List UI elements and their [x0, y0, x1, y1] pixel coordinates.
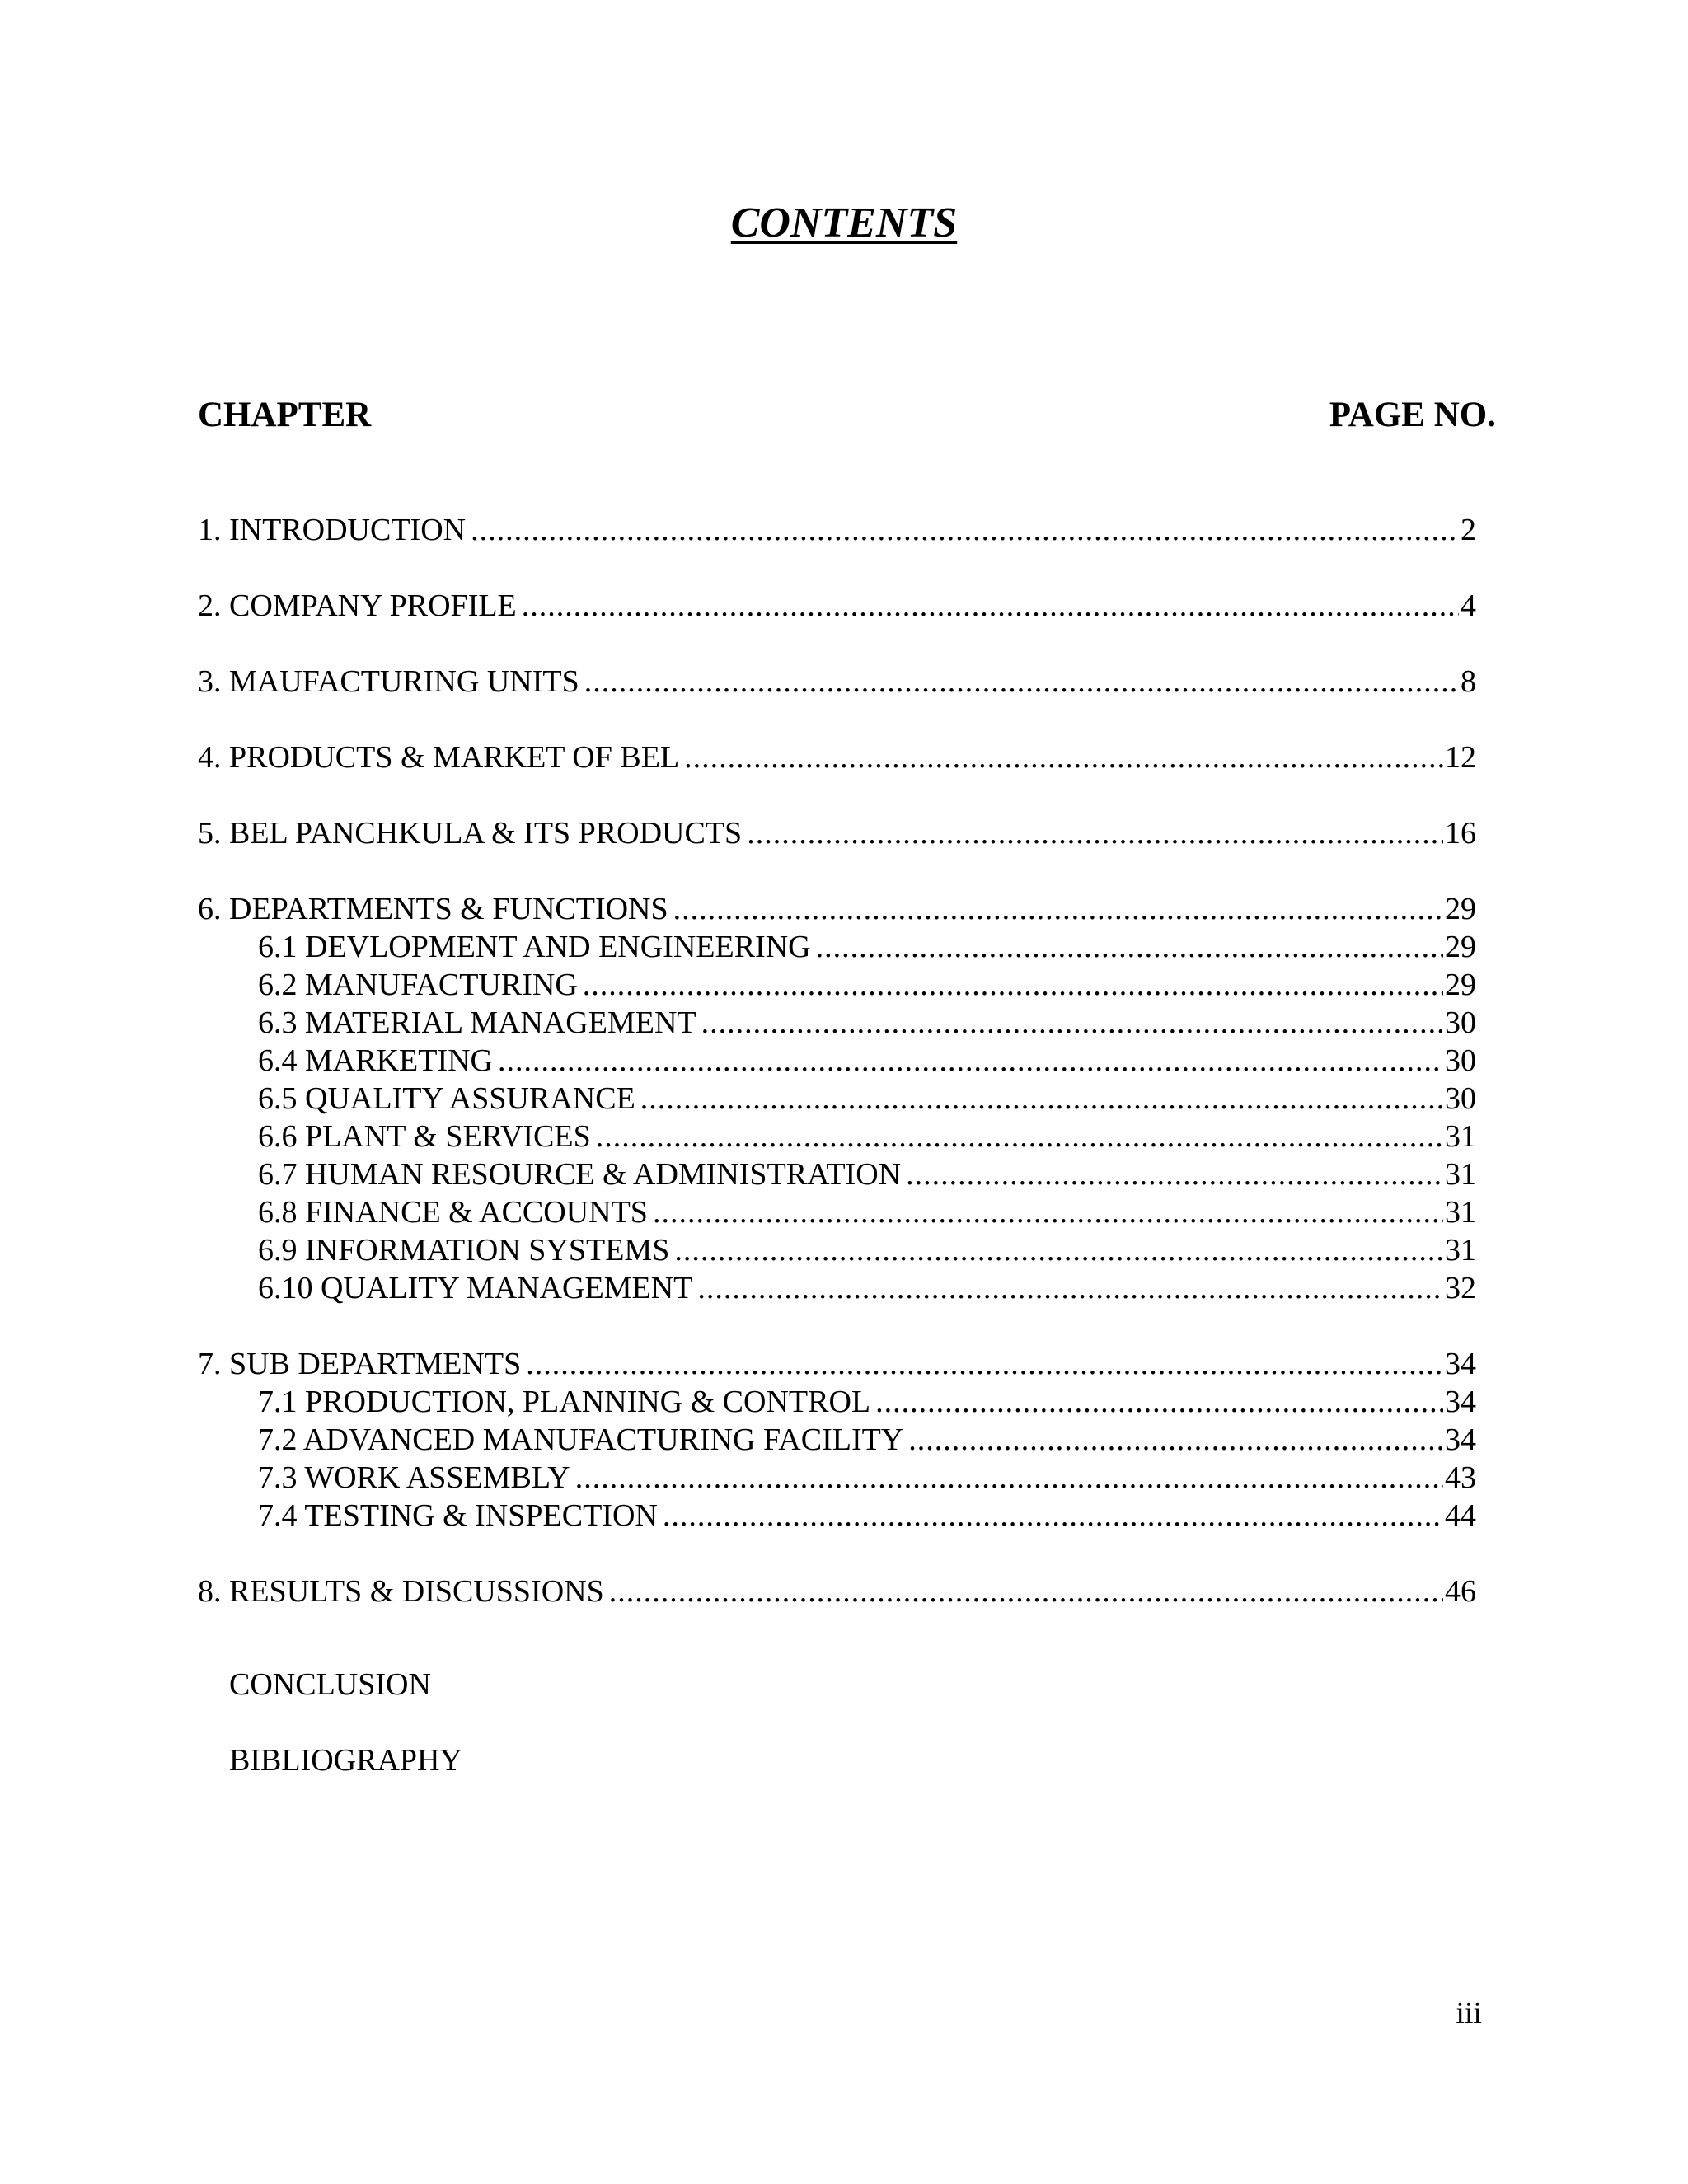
toc-entry-bel-panchkula [198, 814, 1476, 852]
toc-entry-page: 31 [1445, 1157, 1476, 1192]
toc-entry-label: 6.3 MATERIAL MANAGEMENT [258, 1005, 696, 1040]
dot-leader [653, 1193, 1443, 1231]
toc-entry-page: 29 [1445, 968, 1476, 1002]
dot-leader [526, 1345, 1443, 1383]
toc-entry-sub-departments [198, 1345, 1476, 1383]
toc-entry-page: 29 [1445, 930, 1476, 964]
toc-entry-page: 12 [1445, 740, 1476, 775]
toc-entry-label: 6.5 QUALITY ASSURANCE [258, 1081, 635, 1116]
dot-leader [673, 890, 1443, 928]
dot-leader [908, 1421, 1443, 1459]
toc-entry-label: 6.1 DEVLOPMENT AND ENGINEERING [258, 930, 811, 964]
toc-entry-page: 2 [1461, 513, 1476, 547]
toc-entry-label: 7.3 WORK ASSEMBLY [258, 1460, 570, 1495]
dot-leader [583, 966, 1443, 1004]
toc-entry-label: 5. BEL PANCHKULA & ITS PRODUCTS [198, 816, 743, 851]
toc-subentry-6-1 [258, 928, 1476, 966]
toc-entry-page: 30 [1445, 1005, 1476, 1040]
toc-subentry-6-10 [258, 1269, 1476, 1307]
dot-leader [747, 814, 1443, 852]
toc-subentry-7-1 [258, 1383, 1476, 1421]
toc-entry-label: 6.4 MARKETING [258, 1043, 493, 1078]
dot-leader [684, 738, 1443, 776]
dot-leader [701, 1004, 1443, 1042]
toc-entry-page: 31 [1445, 1195, 1476, 1230]
toc-entry-label: 7.2 ADVANCED MANUFACTURING FACILITY [258, 1422, 904, 1457]
toc-subentry-7-2 [258, 1421, 1476, 1459]
toc-entry-label: 6. DEPARTMENTS & FUNCTIONS [198, 892, 668, 926]
toc-entry-page: 31 [1445, 1119, 1476, 1154]
toc-subentry-6-9 [258, 1231, 1476, 1269]
dot-leader [584, 663, 1459, 701]
dot-leader [875, 1383, 1443, 1421]
dot-leader [522, 587, 1459, 625]
chapter-column-header: CHAPTER [198, 396, 372, 434]
toc-entry-page: 30 [1445, 1043, 1476, 1078]
toc-entry-page: 16 [1445, 816, 1476, 851]
toc-entry-page: 31 [1445, 1233, 1476, 1268]
toc-entry-page: 46 [1445, 1574, 1476, 1609]
dot-leader [498, 1042, 1443, 1080]
page-number-column-header: PAGE NO. [1329, 396, 1496, 434]
toc-entry-label: 4. PRODUCTS & MARKET OF BEL [198, 740, 680, 775]
toc-entry-bibliography: BIBLIOGRAPHY [229, 1743, 462, 1778]
toc-entry-label: 3. MAUFACTURING UNITS [198, 664, 579, 699]
dot-leader [663, 1497, 1443, 1535]
dot-leader [609, 1572, 1443, 1610]
toc-subentry-7-3 [258, 1459, 1476, 1497]
dot-leader [816, 928, 1443, 966]
toc-entry-label: 7.1 PRODUCTION, PLANNING & CONTROL [258, 1385, 871, 1419]
dot-leader [674, 1231, 1443, 1269]
toc-entry-label: 2. COMPANY PROFILE [198, 588, 517, 623]
toc-entry-conclusion: CONCLUSION [229, 1667, 431, 1702]
toc-entry-label: 6.2 MANUFACTURING [258, 968, 578, 1002]
toc-entry-label: 6.6 PLANT & SERVICES [258, 1119, 591, 1154]
toc-entry-company-profile [198, 587, 1476, 625]
toc-subentry-6-7 [258, 1155, 1476, 1193]
page-number: iii [1456, 1996, 1482, 2031]
toc-entry-label: 1. INTRODUCTION [198, 513, 467, 547]
toc-entry-label: 8. RESULTS & DISCUSSIONS [198, 1574, 604, 1609]
toc-entry-introduction [198, 511, 1476, 549]
toc-entry-label: 6.8 FINANCE & ACCOUNTS [258, 1195, 648, 1230]
toc-subentry-6-2 [258, 966, 1476, 1004]
toc-entry-page: 30 [1445, 1081, 1476, 1116]
toc-entry-page: 43 [1445, 1460, 1476, 1495]
toc-entry-page: 29 [1445, 892, 1476, 926]
toc-entry-page: 34 [1445, 1385, 1476, 1419]
toc-subentry-6-3 [258, 1004, 1476, 1042]
dot-leader [471, 511, 1459, 549]
toc-subentry-6-5 [258, 1080, 1476, 1118]
toc-subentry-7-4 [258, 1497, 1476, 1535]
toc-entry-page: 44 [1445, 1498, 1476, 1533]
toc-entry-label: 6.10 QUALITY MANAGEMENT [258, 1271, 693, 1305]
toc-entry-manufacturing-units [198, 663, 1476, 701]
dot-leader [906, 1155, 1443, 1193]
toc-subentry-6-4 [258, 1042, 1476, 1080]
dot-leader [640, 1080, 1443, 1118]
toc-subentry-6-6 [258, 1118, 1476, 1155]
toc-entry-page: 8 [1461, 664, 1476, 699]
toc-entry-page: 32 [1445, 1271, 1476, 1305]
toc-entry-departments [198, 890, 1476, 928]
dot-leader [697, 1269, 1443, 1307]
page-title: CONTENTS [730, 199, 958, 246]
toc-subentry-6-8 [258, 1193, 1476, 1231]
toc-entry-page: 34 [1445, 1347, 1476, 1381]
toc-entry-products-market [198, 738, 1476, 776]
dot-leader [596, 1118, 1443, 1155]
toc-entry-label: 6.9 INFORMATION SYSTEMS [258, 1233, 670, 1268]
toc-entry-results [198, 1572, 1476, 1610]
toc-entry-page: 34 [1445, 1422, 1476, 1457]
toc-entry-label: 7.4 TESTING & INSPECTION [258, 1498, 658, 1533]
toc-entry-label: 7. SUB DEPARTMENTS [198, 1347, 522, 1381]
toc-entry-label: 6.7 HUMAN RESOURCE & ADMINISTRATION [258, 1157, 902, 1192]
dot-leader [575, 1459, 1443, 1497]
toc-entry-page: 4 [1461, 588, 1476, 623]
